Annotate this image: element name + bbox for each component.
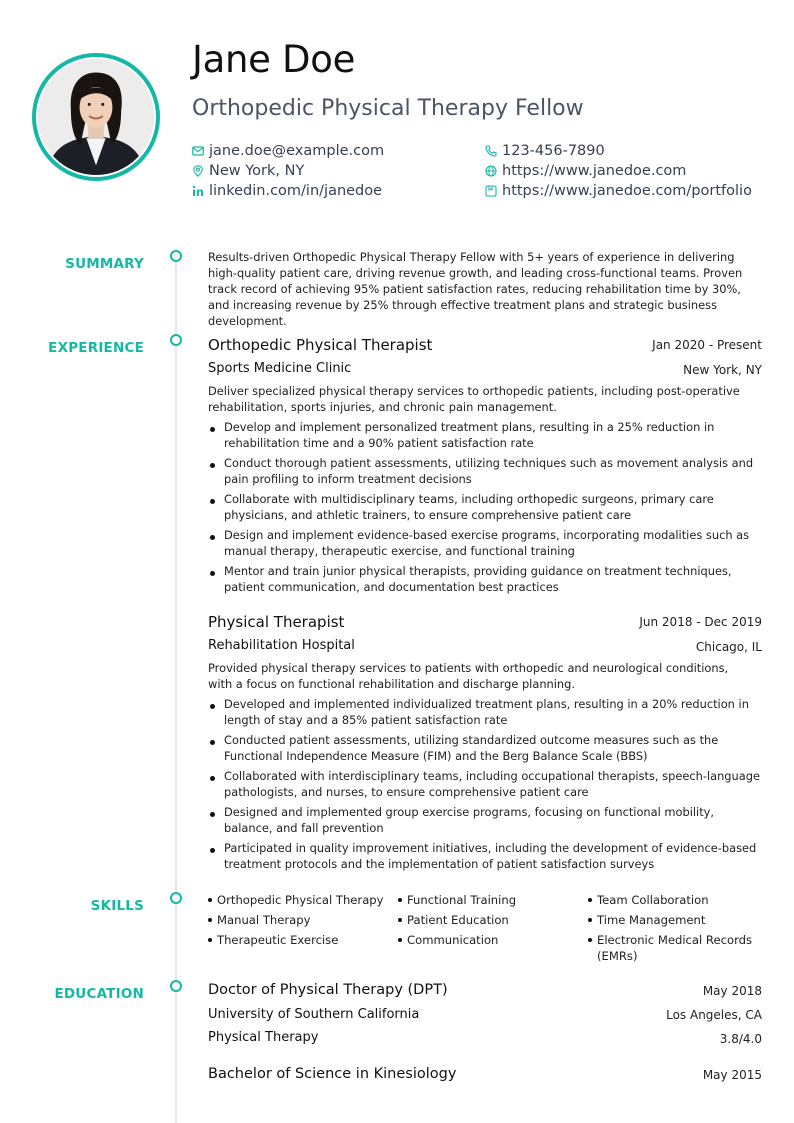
education-gpa: 3.8/4.0 [719,1032,762,1046]
skill-text: Therapeutic Exercise [217,933,339,947]
bullet-dot-icon [588,938,592,942]
bullet-dot-icon [398,918,402,922]
job-description: Provided physical therapy services to patients with orthopedic and neurological conditions, with a focus on functional rehabilitation and discharge planning. [208,661,729,691]
section-heading-experience: EXPERIENCE [48,340,144,356]
timeline-dot-experience [170,334,182,346]
list-item [208,527,764,559]
skill-text: Functional Training [407,893,517,907]
bullet-text: Conducted patient assessments, utilizing standardized outcome measures such as the Functional Independence Measure (FIM) and the Berg Balance Scale (BBS) [224,733,719,763]
skill-text: Orthopedic Physical Therapy [217,893,384,907]
bullet-text: Collaborated with interdisciplinary teams, including occupational therapists, speech-language pathologists, and nurses, to ensure comprehensive patient care [224,769,760,799]
map-pin-icon [192,165,204,177]
portfolio-text[interactable]: https://www.janedoe.com/portfolio [502,183,752,199]
job-location: Chicago, IL [695,640,762,654]
bullet-text: Develop and implement personalized treatment plans, resulting in a 25% reduction in rehabilitation time and a 90% patient satisfaction rate [224,420,715,450]
email-text[interactable]: jane.doe@example.com [209,143,385,159]
skill-text: Communication [407,933,499,947]
bullet-dot-icon [588,918,592,922]
education-degree: Bachelor of Science in Kinesiology [208,1066,457,1082]
contact-email[interactable] [192,143,384,159]
mail-icon [192,145,204,157]
skill-item [398,892,578,908]
bullet-dot-icon [210,776,215,781]
profile-photo [38,59,154,175]
skill-item [208,912,388,928]
timeline-dot-summary [170,250,182,262]
list-item [208,419,764,451]
job-title: Physical Therapist [208,613,345,631]
education-date: May 2015 [702,1068,762,1082]
bullet-text: Conduct thorough patient assessments, utilizing techniques such as movement analysis and pain profiling to inform treatment decisions [224,456,754,486]
bullet-dot-icon [398,898,402,902]
job-bullets [208,696,764,876]
bullet-dot-icon [210,812,215,817]
contact-phone[interactable] [485,143,605,159]
contact-website[interactable] [485,163,686,179]
section-heading-skills: SKILLS [90,898,144,914]
skill-item [398,932,578,948]
bullet-dot-icon [210,704,215,709]
list-item [208,840,764,872]
timeline-dot-skills [170,892,182,904]
contact-linkedin[interactable] [192,183,382,199]
skill-item [208,932,388,948]
list-item [208,732,764,764]
website-text[interactable]: https://www.janedoe.com [502,163,687,179]
bullet-dot-icon [210,499,215,504]
candidate-name: Jane Doe [192,38,356,81]
job-company: Sports Medicine Clinic [208,361,352,376]
bullet-text: Mentor and train junior physical therapists, providing guidance on treatment techniques, patient communication, and documentation best practices [224,564,732,594]
bullet-dot-icon [208,938,212,942]
list-item [208,804,764,836]
skill-text: Manual Therapy [217,913,311,927]
contact-location [192,163,304,179]
job-bullets [208,419,764,599]
job-title: Orthopedic Physical Therapist [208,336,433,354]
education-field: Physical Therapy [208,1030,319,1045]
education-degree: Doctor of Physical Therapy (DPT) [208,982,448,998]
timeline-dot-education [170,980,182,992]
bullet-text: Design and implement evidence-based exercise programs, incorporating modalities such as manual therapy, therapeutic exercise, and functional training [224,528,750,558]
bullet-dot-icon [210,427,215,432]
bullet-dot-icon [210,571,215,576]
section-heading-summary: SUMMARY [65,256,144,272]
phone-icon [485,145,497,157]
phone-text[interactable]: 123-456-7890 [502,143,605,159]
education-date: May 2018 [702,984,762,998]
bullet-text: Participated in quality improvement initiatives, including the development of evidence-based treatment protocols and the implementation of patient satisfaction surveys [224,841,757,871]
job-description: Deliver specialized physical therapy services to orthopedic patients, including post-operative rehabilitation, sports injuries, and chronic pain management. [208,384,740,414]
summary-text: Results-driven Orthopedic Physical Therapy Fellow with 5+ years of experience in delivering high-quality patient care, driving revenue growth, and leading cross-functional teams. Proven track record of achieving 95% patient satisfaction rates, reducing rehabilitation time by 30%, and increasing revenue by 25% through effective treatment plans and strategic business development. [208,250,743,328]
list-item [208,768,764,800]
bullet-dot-icon [208,898,212,902]
globe-icon [485,165,497,177]
location-text: New York, NY [209,163,305,179]
bullet-text: Collaborate with multidisciplinary teams, including orthopedic surgeons, primary care physicians, and athletic trainers, to ensure comprehensive patient care [224,492,714,522]
bullet-dot-icon [210,535,215,540]
list-item [208,455,764,487]
candidate-title: Orthopedic Physical Therapy Fellow [192,96,584,121]
linkedin-icon [192,185,204,197]
list-item [208,491,764,523]
portfolio-icon [485,185,497,197]
skill-item [588,932,762,964]
section-heading-education: EDUCATION [54,986,144,1002]
skill-item [208,892,388,908]
job-dates: Jan 2020 - Present [652,338,762,352]
profile-photo-frame [32,53,160,181]
linkedin-text[interactable]: linkedin.com/in/janedoe [209,183,383,199]
list-item [208,563,764,595]
skill-text: Electronic Medical Records (EMRs) [597,933,753,963]
skill-item [398,912,578,928]
bullet-dot-icon [208,918,212,922]
job-dates: Jun 2018 - Dec 2019 [639,615,762,629]
skill-item [588,912,762,928]
bullet-dot-icon [210,740,215,745]
skill-item [588,892,762,908]
list-item [208,696,764,728]
job-location: New York, NY [683,363,762,377]
skill-text: Patient Education [407,913,509,927]
skill-text: Time Management [597,913,706,927]
contact-portfolio[interactable] [485,183,752,199]
timeline-line [175,262,177,1123]
skill-text: Team Collaboration [597,893,709,907]
education-location: Los Angeles, CA [666,1008,762,1022]
bullet-text: Developed and implemented individualized treatment plans, resulting in a 20% reduction in length of stay and a 85% patient satisfaction rate [224,697,749,727]
bullet-dot-icon [588,898,592,902]
bullet-dot-icon [210,463,215,468]
education-school: University of Southern California [208,1007,420,1022]
bullet-dot-icon [398,938,402,942]
bullet-text: Designed and implemented group exercise programs, focusing on functional mobility, balance, and fall prevention [224,805,715,835]
job-company: Rehabilitation Hospital [208,638,355,653]
bullet-dot-icon [210,848,215,853]
